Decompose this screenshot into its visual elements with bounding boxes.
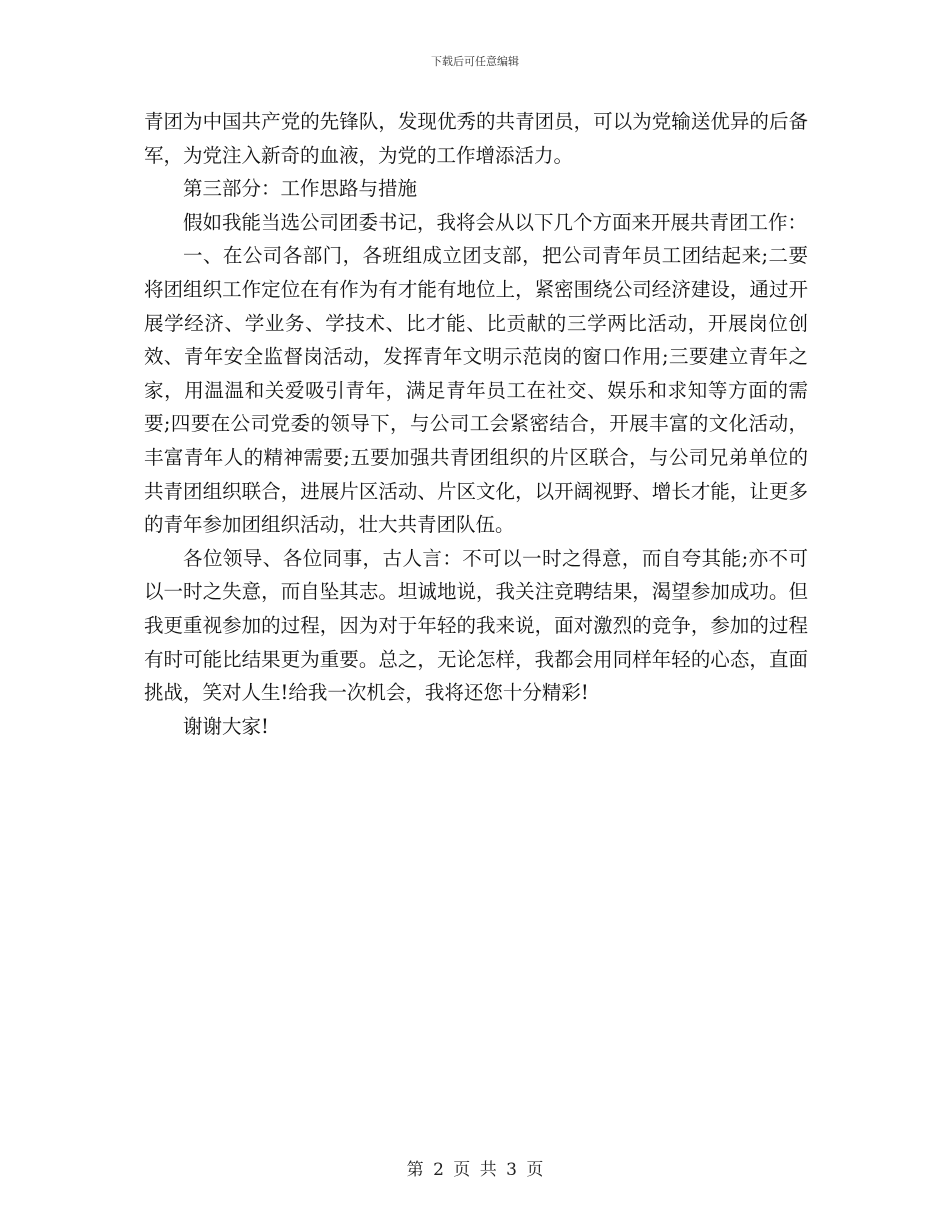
document-body bbox=[144, 105, 808, 743]
section-heading: 第三部分：工作思路与措施 bbox=[183, 177, 418, 201]
paragraph: 一、在公司各部门，各班组成立团支部，把公司青年员工团结起来;二要将团组织工作定位在有作为有才能有地位上，紧密围绕公司经济建设，通过开展学经济、学业务、学技术、比才能、比贡献的三学两比活动，开展岗位创效、青年安全监督岗活动，发挥青年文明示范岗的窗口作用;三要建立青年之家，用温温和关爱吸引青年，满足青年员工在社交、娱乐和求知等方面的需要;四要在公司党委的领导下，与公司工会紧密结合，开展丰富的文化活动，丰富青年人的精神需要;五要加强共青团组织的片区联合，与公司兄弟单位的共青团组织联合，进展片区活动、片区文化，以开阔视野、增长才能，让更多的青年参加团组织活动，壮大共青团队伍。 bbox=[144, 244, 808, 537]
closing-line: 谢谢大家! bbox=[183, 714, 269, 738]
page-header: 下载后可任意编辑 bbox=[431, 55, 519, 68]
paragraph: 假如我能当选公司团委书记，我将会从以下几个方面来开展共青团工作： bbox=[183, 210, 808, 234]
paragraph: 青团为中国共产党的先锋队，发现优秀的共青团员，可以为党输送优异的后备军，为党注入新奇的血液，为党的工作增添活力。 bbox=[144, 110, 808, 167]
page-number: 第 2 页 共 3 页 bbox=[406, 1160, 544, 1180]
paragraph: 各位领导、各位同事，古人言：不可以一时之得意，而自夸其能;亦不可以一时之失意，而自坠其志。坦诚地说，我关注竞聘结果，渴望参加成功。但我更重视参加的过程，因为对于年轻的我来说，面对激烈的竞争，参加的过程有时可能比结果更为重要。总之，无论怎样，我都会用同样年轻的心态，直面挑战，笑对人生!给我一次机会，我将还您十分精彩! bbox=[144, 546, 808, 705]
